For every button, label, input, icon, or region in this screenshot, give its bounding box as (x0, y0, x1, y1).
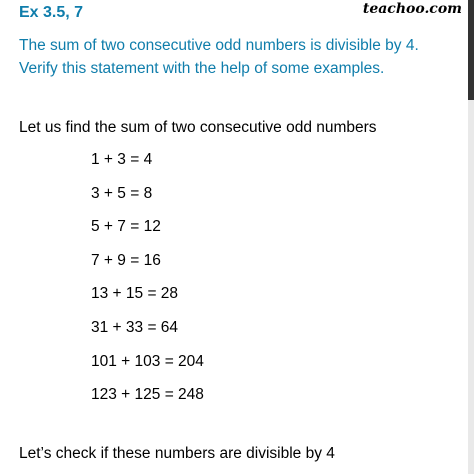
sum-item: 101 + 103 = 204 (91, 352, 204, 370)
solution-intro: Let us find the sum of two consecutive odd numbers (19, 119, 377, 136)
sum-item: 31 + 33 = 64 (91, 318, 179, 336)
sum-item: 5 + 7 = 12 (91, 218, 161, 236)
sum-item: 123 + 125 = 248 (91, 386, 204, 404)
sum-item: 13 + 15 = 28 (91, 285, 179, 303)
sum-item: 1 + 3 = 4 (91, 151, 153, 168)
sum-item: 7 + 9 = 16 (91, 251, 161, 269)
brand-logo-text: teachoo.com (362, 1, 462, 17)
exercise-label: Ex 3.5, 7 (19, 4, 84, 21)
solution-outro: Let’s check if these numbers are divisible by 4 (19, 445, 335, 462)
question-text: The sum of two consecutive odd numbers is divisible by 4. Verify this statement with the help of some examples. (19, 37, 419, 77)
sum-item: 3 + 5 = 8 (91, 184, 153, 202)
scrollbar-track[interactable] (468, 100, 474, 474)
sum-list (91, 150, 204, 419)
scrollbar-thumb[interactable] (468, 0, 474, 100)
